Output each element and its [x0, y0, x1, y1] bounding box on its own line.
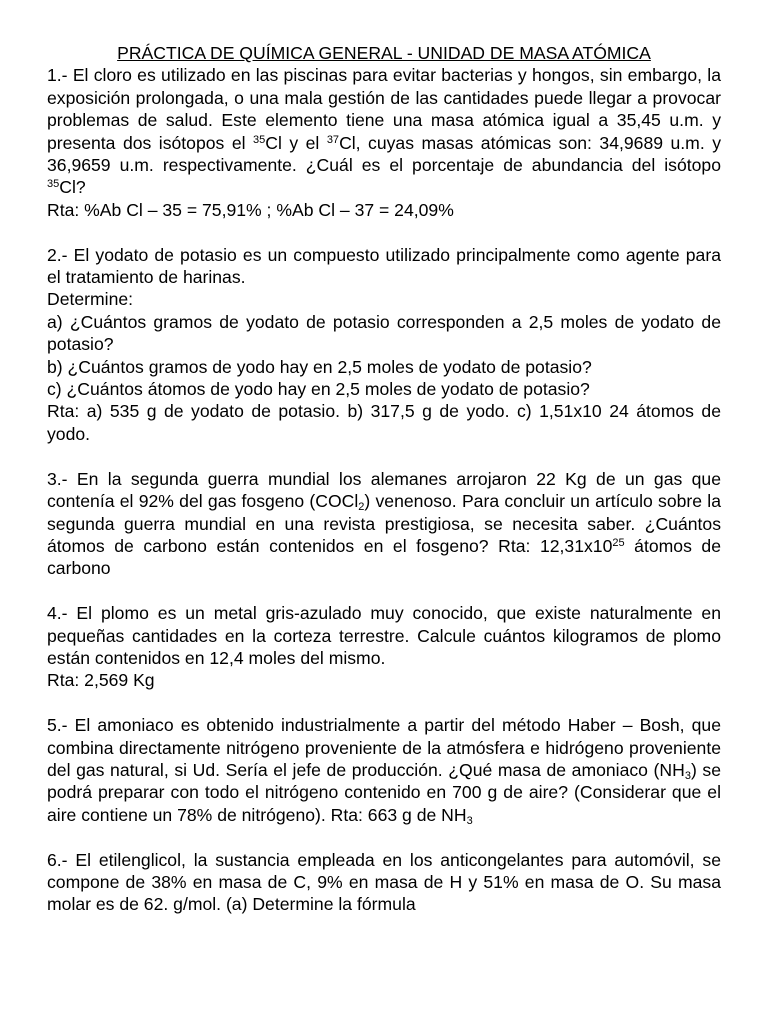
paragraph-gap — [47, 445, 721, 467]
problem-2-determine: Determine: — [47, 289, 134, 310]
problem-3-text-c: átomos de carbono — [47, 535, 721, 579]
paragraph-gap — [47, 826, 721, 848]
problem-5-text-b: ) se podrá preparar con todo el nitrógeno contenido en 700 g de aire? (Considerar que el aire contiene un 78% de nitrógeno). Rta: 663 g de NH — [47, 759, 721, 825]
problem-1-answer: Rta: %Ab Cl – 35 = 75,91% ; %Ab Cl – 37 = 24,09% — [47, 199, 454, 220]
problem-2-question-b: b) ¿Cuántos gramos de yodo hay en 2,5 moles de yodato de potasio? — [47, 356, 592, 377]
problem-1-statement — [47, 64, 721, 198]
paragraph-gap — [47, 692, 721, 714]
problem-4-statement: 4.- El plomo es un metal gris-azulado muy conocido, que existe naturalmente en pequeñas cantidades en la corteza terrestre. Calcule cuántos kilogramos de plomo están contenidos en 12,4 moles del mismo. — [47, 603, 721, 668]
problem-1-text-b: Cl, cuyas masas atómicas son: 34,9689 u.m. y 36,9659 u.m. respectivamente. ¿Cuál es el porcentaje de abundancia del isótopo — [47, 132, 721, 176]
problem-4 — [47, 602, 721, 692]
chlorine-subscript: 2 — [358, 501, 365, 514]
paragraph-gap — [47, 221, 721, 243]
document-page — [47, 42, 721, 916]
problem-5-statement — [47, 714, 721, 826]
ammonia-answer-subscript: 3 — [466, 814, 473, 827]
isotope-35-mass: 35 — [253, 133, 266, 146]
isotope-37-mass: 37 — [326, 133, 340, 146]
problem-3-text-b: ) venenoso. Para concluir un artículo sobre la segunda guerra mundial en una revista prestigiosa, se necesita saber. ¿Cuántos átomos de carbono están contenidos en el fosgeno? Rta: 12,31x10 — [47, 491, 721, 556]
problem-3-statement — [47, 468, 721, 580]
ammonia-subscript: 3 — [684, 769, 691, 782]
exponent-25: 25 — [612, 536, 625, 549]
problem-2 — [47, 244, 721, 446]
problem-6-statement: 6.- El etilenglicol, la sustancia empleada en los anticongelantes para automóvil, se compone de 38% en masa de C, 9% en masa de H y 51% en masa de O. Su masa molar es de 62. g/mol. (a) Determine la fórmula — [47, 849, 721, 915]
problem-6 — [47, 849, 721, 916]
problem-1-text-a: 1.- El cloro es utilizado en las piscinas para evitar bacterias y hongos, sin embargo, la exposición prolongada, o una mala gestión de las cantidades puede llegar a provocar problemas de salud. Este elemento tiene una masa atómica igual a 35,45 u.m. y presenta dos isótopos el — [47, 65, 721, 153]
problem-1-text-c: Cl? — [59, 177, 86, 198]
paragraph-gap — [47, 580, 721, 602]
problem-2-question-c: c) ¿Cuántos átomos de yodo hay en 2,5 moles de yodato de potasio? — [47, 379, 590, 400]
isotope-35-question-mass: 35 — [47, 178, 60, 191]
problem-2-question-a: a) ¿Cuántos gramos de yodato de potasio corresponden a 2,5 moles de yodato de potasio? — [47, 311, 721, 355]
problem-3-text-a: 3.- En la segunda guerra mundial los alemanes arrojaron 22 Kg de un gas que contenía el 92% del gas fosgeno (COCl — [47, 468, 721, 512]
problem-1 — [47, 64, 721, 221]
page-title: PRÁCTICA DE QUÍMICA GENERAL - UNIDAD DE MASA ATÓMICA — [117, 43, 651, 63]
problem-3 — [47, 468, 721, 580]
problem-2-answer: Rta: a) 535 g de yodato de potasio. b) 317,5 g de yodo. c) 1,51x10 24 átomos de yodo. — [47, 401, 721, 444]
problem-2-intro: 2.- El yodato de potasio es un compuesto utilizado principalmente como agente para el tratamiento de harinas. — [47, 244, 721, 288]
problem-4-answer: Rta: 2,569 Kg — [47, 670, 155, 691]
problem-5 — [47, 714, 721, 826]
problem-5-text-a: 5.- El amoniaco es obtenido industrialmente a partir del método Haber – Bosh, que combina directamente nitrógeno proveniente de la atmósfera e hidrógeno proveniente del gas natural, si Ud. Sería el jefe de producción. ¿Qué masa de amoniaco (NH — [47, 715, 721, 780]
problem-1-text-iso: Cl y el — [265, 132, 327, 153]
